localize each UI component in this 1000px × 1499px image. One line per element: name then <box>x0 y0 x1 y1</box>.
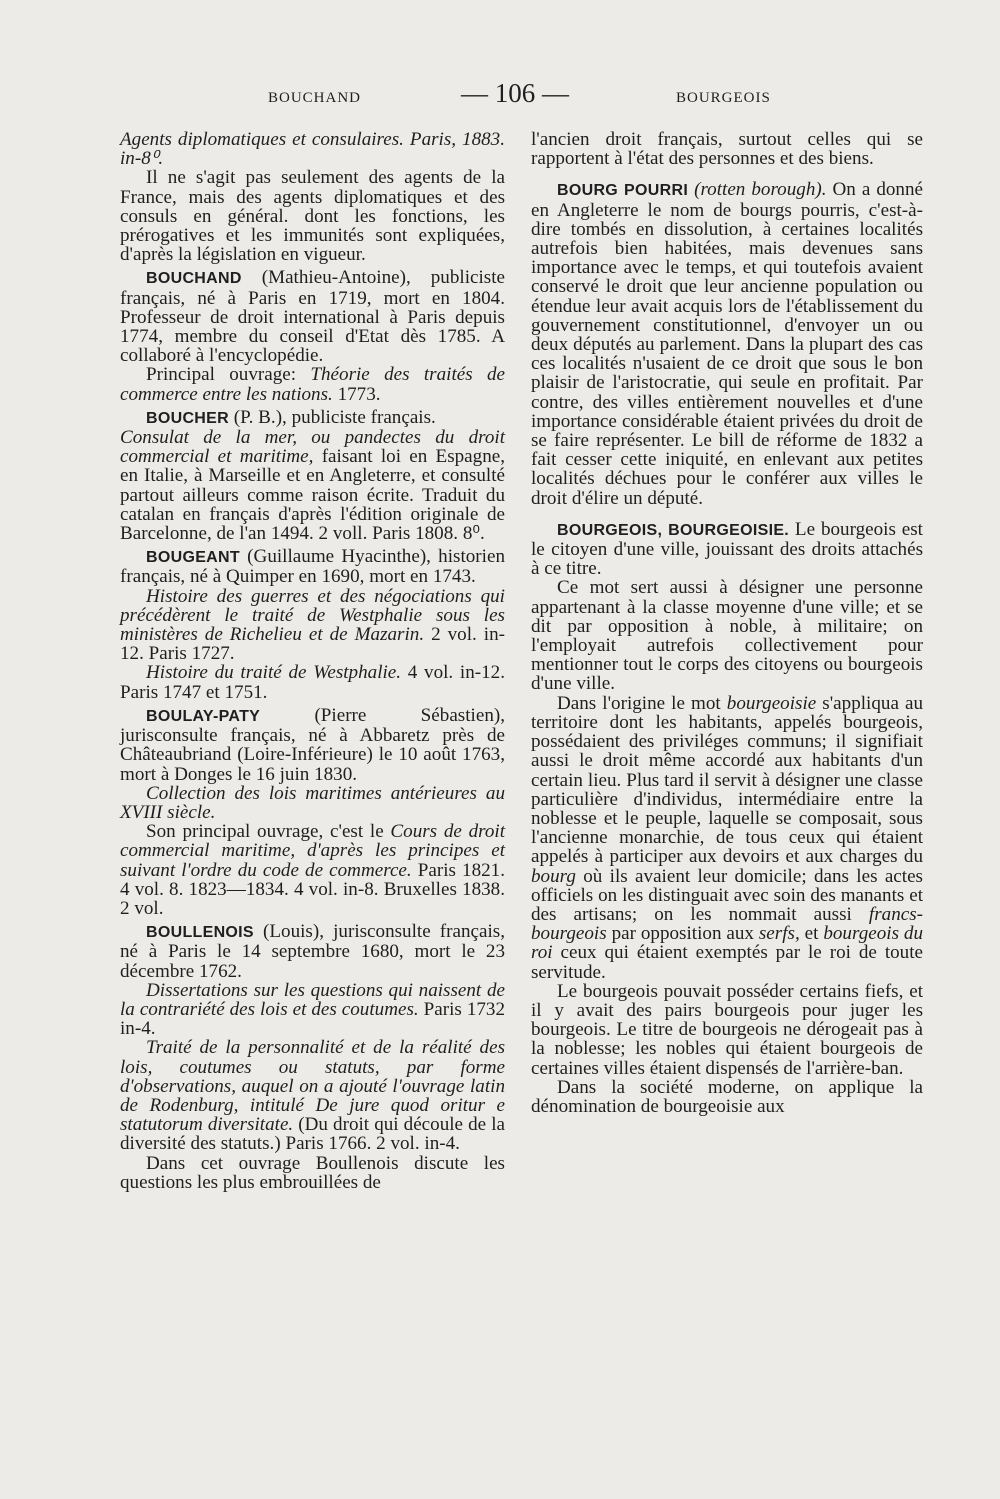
entry-text: ceux qui étaient exemptés par le roi de toute servitude. <box>531 942 923 983</box>
entry-work <box>120 365 505 403</box>
entry-text: 4 vol. in-12. Paris 1747 et 1751. <box>120 662 505 703</box>
work-title: Agents diplomatiques et consulaires. Paris, 1883. in-8⁰. <box>120 129 505 170</box>
entry-continuation-title <box>120 130 505 168</box>
entry-work <box>120 981 505 1039</box>
entry-text: (Du droit qui découle de la diversité des statuts.) Paris 1766. 2 vol. in-4. <box>120 1114 505 1155</box>
entry-bourgeois <box>531 520 923 579</box>
entry-text: (Pierre Sébastien), jurisconsulte français, né à Abbaretz près de Châteaubriand (Loire-Inférieure) le 10 août 1763, mort à Donges le 16 juin 1830. <box>120 704 505 785</box>
entry-bouchand <box>120 268 505 365</box>
entry-text: (Mathieu-Antoine), publiciste français, né à Paris en 1719, mort en 1804. Professeur de droit international à Paris depuis 1774, membre du conseil d'Etat dès 1785. A collaboré à l'encyclopédie. <box>120 267 505 367</box>
paragraph: Ce mot sert aussi à désigner une personne appartenant à la classe moyenne d'une ville; et se dit par opposition à noble, à militaire; on l'employait autrefois collectivement pour mentionner tout le corps des citoyens ou bourgeois d'une ville. <box>531 577 923 695</box>
entry-work <box>120 1038 505 1153</box>
italic-term: bourg <box>531 865 576 887</box>
work-title: Théorie des traités de commerce entre les nations. <box>120 364 505 405</box>
work-title: Collection des lois maritimes antérieures au XVIII siècle. <box>120 782 505 823</box>
running-header <box>0 78 1000 118</box>
entry-text: faisant loi en Espagne, en Italie, à Marseille et en Angleterre, et consulté partout ailleurs comme raison écrite. Traduit du catalan en français d'après l'édition originale de Barcelonne, de l'an 1494. 2 voll. Paris 1808. 8⁰. <box>120 446 505 545</box>
left-column <box>120 130 505 1192</box>
paragraph: Dans cet ouvrage Boullenois discute les questions les plus embrouillées de <box>120 1152 505 1193</box>
entry-work <box>120 587 505 664</box>
entry-text: Son principal ouvrage, c'est le <box>146 821 391 843</box>
entry-text: (Louis), jurisconsulte français, né à Paris le 14 septembre 1680, mort le 23 décembre 1762. <box>120 921 505 982</box>
entry-bourg-pourri <box>531 180 923 507</box>
headword: BOULLENOIS <box>146 924 254 942</box>
work-title: Dissertations sur les questions qui naissent de la contrariété des lois et des coutumes. <box>120 979 505 1020</box>
work-title: Histoire du traité de Westphalie. <box>146 662 402 684</box>
work-title: Histoire des guerres et des négociations qui précédèrent le traité de Westphalie sous les ministères de Richelieu et de Mazarin. <box>120 585 505 646</box>
entry-text: 2 vol. in-12. Paris 1727. <box>120 624 505 665</box>
paragraph: Dans la société moderne, on applique la dénomination de bourgeoisie aux <box>531 1076 923 1117</box>
headword: BOULAY-PATY <box>146 707 261 725</box>
work-title: Traité de la personnalité et de la réalité des lois, coutumes ou statuts, par forme d'observations, auquel on a ajouté l'ouvrage latin de Rodenburg, intitulé De jure quod oritur e statutorum diversitate. <box>120 1037 505 1136</box>
entry-text: par opposition aux <box>606 923 759 945</box>
italic-term: bourgeois du roi <box>531 923 923 964</box>
entry-boulay-paty <box>120 706 505 784</box>
entry-work <box>120 822 505 918</box>
entry-bougeant <box>120 547 505 586</box>
headword: BOUCHAND <box>146 270 242 288</box>
paragraph: l'ancien droit français, surtout celles qui se rapportent à l'état des personnes et des biens. <box>531 129 923 170</box>
entry-text: et <box>799 923 824 945</box>
entry-text: Le bourgeois est le citoyen d'une ville, jouissant des droits attachés à ce titre. <box>531 518 923 580</box>
italic-term: serfs, <box>758 923 800 945</box>
paragraph: Le bourgeois pouvait posséder certains fiefs, et il y avait des pairs bourgeois pour juger les bourgeois. Le titre de bourgeois ne dérogeait pas à la noblesse; les nobles qui étaient bourgeois de certaines villes étaient dispensés de l'arrière-ban. <box>531 980 923 1079</box>
entry-text: (Guillaume Hyacinthe), historien français, né à Quimper en 1690, mort en 1743. <box>120 546 505 588</box>
page-number: — 106 — <box>461 78 569 108</box>
header-left-word: BOUCHAND <box>268 90 362 106</box>
entry-text: On a donné en Angleterre le nom de bourgs pourris, c'est-à-dire tombés en dissolution, à certaines localités autrefois bien habitées, mais devenues sans importance avec le temps, et qui toutefois avaient conservé le droit que leur ancienne population ou étendue leur avait acquis lors de l'établissement du gouvernement constitutionnel, d'envoyer un ou deux députés au parlement. Dans la plupart des cas ces localités n'usaient de ce droit que sous le bon plaisir de l'aristocratie, qui seule en profitait. Par contre, des villes entièrement nouvelles et d'une importance considérable étaient privées du droit de se faire représenter. Le bill de réforme de 1832 a fait cesser cette iniquité, en enlevant aux petites localités déchues pour le conférer aux villes le droit d'élire un député. <box>531 179 924 509</box>
entry-text: s'appliqua au territoire dont les habitants, appelés bourgeois, possédaient des priviléges communs; il signifiait aussi le droit même accordé aux habitants d'un certain lieu. Plus tard il servit à désigner une classe particulière d'individus, intermédiaire entre la noblesse et le peuple, laquelle se composait, sous l'ancienne monarchie, de tous ceux qui étaient appelés à participer aux devoirs et aux charges du <box>531 692 924 868</box>
entry-text: où ils avaient leur domicile; dans les actes officiels on les distinguait avec soin des manants et des artisans; on les nommait aussi <box>531 865 923 925</box>
italic-term: bourgeoisie <box>726 692 817 714</box>
work-title: Consulat de la mer, ou pandectes du droit commercial et maritime, <box>120 427 505 468</box>
entry-work <box>120 428 505 543</box>
entry-work <box>120 784 505 822</box>
right-column <box>531 130 923 1116</box>
entry-text: Dans l'origine le mot <box>557 692 727 714</box>
headword: BOURGEOIS, BOURGEOISIE. <box>557 521 790 539</box>
paragraph: Il ne s'agit pas seulement des agents de la France, mais des agents diplomatiques et des consuls en général. dont les fonctions, les prérogatives et les immunités sont expliquées, d'après la législation en vigueur. <box>120 167 505 266</box>
entry-text: (P. B.), publiciste français. <box>229 406 436 428</box>
entry-text: Paris 1821. 4 vol. 8. 1823—1834. 4 vol. in-8. Bruxelles 1838. 2 vol. <box>120 859 505 919</box>
entry-boullenois <box>120 922 505 981</box>
entry-text: Principal ouvrage: <box>146 364 311 386</box>
entry-text: Paris 1732 in-4. <box>120 998 506 1040</box>
entry-text: 1773. <box>332 383 381 405</box>
entry-work <box>120 663 505 701</box>
headword: BOUCHER <box>146 409 229 427</box>
paragraph <box>531 694 923 982</box>
headword: BOURG POURRI <box>557 182 689 200</box>
header-right-word: BOURGEOIS <box>676 90 771 106</box>
entry-boucher <box>120 408 505 428</box>
headword: BOUGEANT <box>146 549 240 567</box>
gloss: (rotten borough). <box>694 179 827 201</box>
italic-term: francs-bourgeois <box>531 903 923 945</box>
work-title: Cours de droit commercial maritime, d'après les principes et suivant l'ordre du code de commerce. <box>120 821 506 881</box>
